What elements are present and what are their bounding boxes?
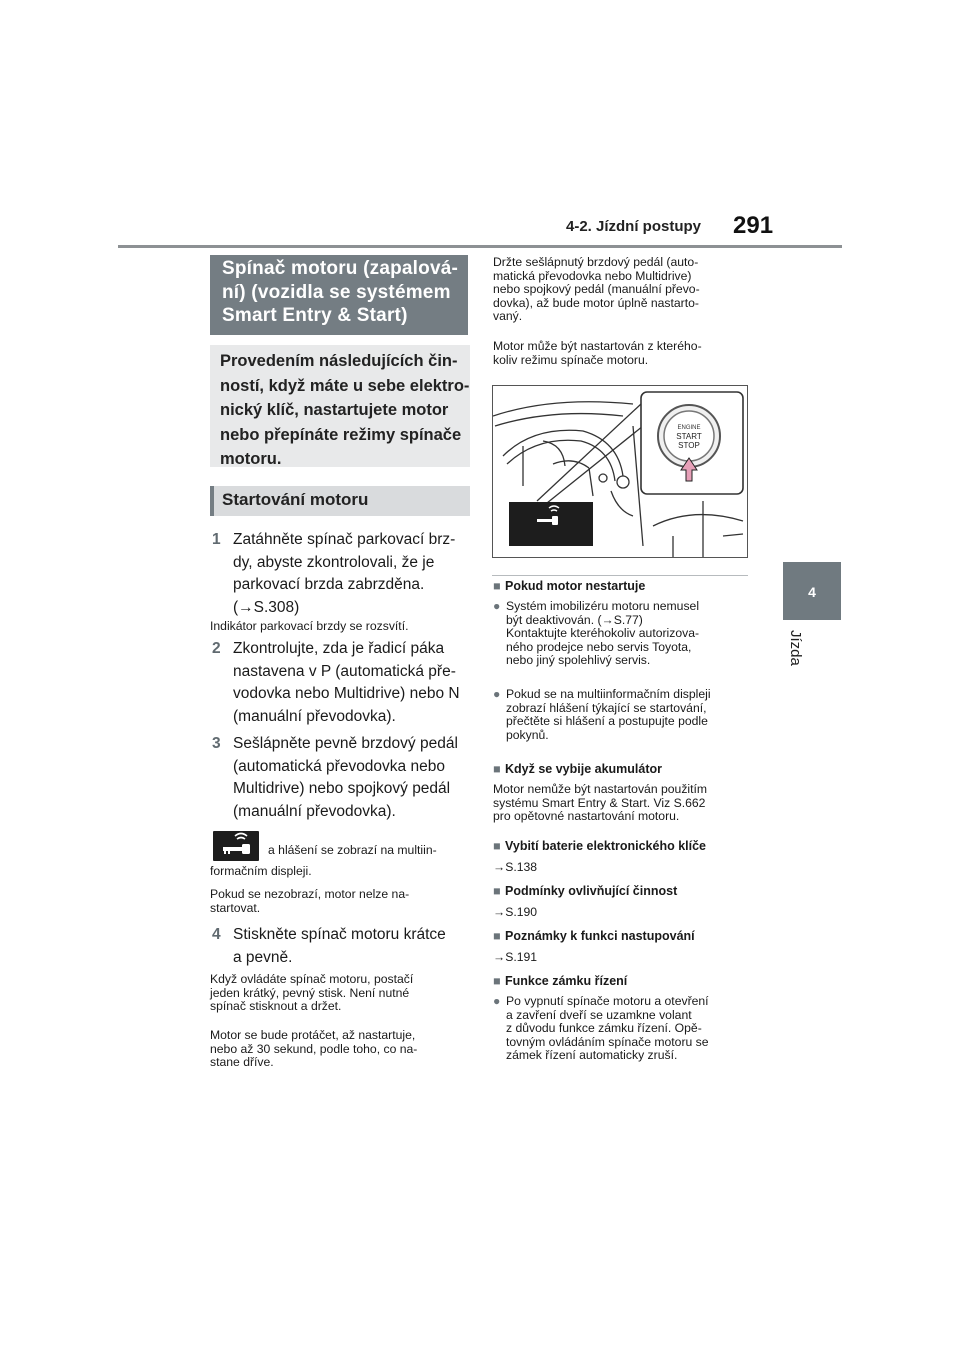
heading-key-battery: ■ Vybití baterie elektronického klíče: [493, 839, 753, 853]
text-line: Motor může být nastartován z kterého-: [493, 339, 702, 353]
note-line: jeden krátký, pevný stisk. Není nutné: [210, 985, 410, 1000]
figure-rule: [492, 575, 748, 576]
step-line: (manuální převodovka).: [233, 802, 396, 820]
step-line: (automatická převodovka nebo: [233, 757, 445, 775]
note-line: spínač stisknout a držet.: [210, 999, 342, 1013]
subheading-bar: [210, 486, 214, 516]
button-label-engine: ENGINE: [677, 425, 701, 431]
text-line: ného prodejce nebo servis Toyota,: [506, 639, 692, 654]
subheading-text: Startování motoru: [222, 490, 369, 509]
text-line: nebo jiný spolehlivý servis.: [506, 653, 651, 667]
step-line: nastavena v P (automatická pře-: [233, 662, 456, 680]
text-line: Držte sešlápnutý brzdový pedál (auto-: [493, 255, 699, 269]
note-short-press: [210, 973, 472, 1014]
step-1: [212, 529, 470, 619]
heading-line: Smart Entry & Start): [222, 305, 408, 326]
note-line: stane dříve.: [210, 1055, 274, 1069]
chapter-number: 4: [808, 584, 816, 600]
icon-note-line1: a hlášení se zobrazí na multiin-: [268, 843, 437, 857]
note-not-shown: [210, 888, 472, 915]
text-line: pro opětovné nastartování motoru.: [493, 809, 680, 823]
step-4: [212, 924, 470, 969]
text-line: Po vypnutí spínače motoru a otevření: [506, 994, 709, 1008]
battery-paragraph: [493, 783, 753, 824]
step-line: Zatáhněte spínač parkovací brz-: [233, 531, 456, 548]
note-line: nebo až 30 sekund, podle toho, co na-: [210, 1041, 418, 1056]
brake-hold-paragraph: [493, 256, 753, 324]
text-line: z důvodu funkce zámku řízení. Opě-: [506, 1021, 702, 1035]
text-line: zobrazí hlášení týkající se startování,: [506, 700, 707, 715]
text-line: a zavření dveří se uzamkne volant: [506, 1007, 692, 1022]
heading-text: Vybití baterie elektronického klíče: [505, 839, 707, 853]
ref-conditions[interactable]: →S.190: [493, 905, 538, 919]
icon-note-line2: formačním displeji.: [210, 864, 312, 878]
step-number: 1: [212, 531, 221, 548]
intro-line: nický klíč, nastartujete motor: [220, 401, 449, 419]
multi-info-display: [509, 502, 593, 546]
note-line: startovat.: [210, 900, 261, 915]
ref-entry-notes[interactable]: →S.191: [493, 950, 538, 964]
text-line: systému Smart Entry & Start. Viz S.662: [493, 795, 706, 810]
note-cranking: [210, 1029, 472, 1070]
text-line: vaný.: [493, 309, 523, 323]
bullet-display-message: ● Pokud se na multiinformačním displeji zobrazí hlášení týkající se startování, přečtěte si hlášení a postupujte podle pokynů.: [493, 688, 755, 742]
heading-battery: ■ Když se vybije akumulátor: [493, 762, 753, 776]
text-line: Kontaktujte kteréhokoliv autorizova-: [506, 626, 700, 640]
step-number: 3: [212, 735, 221, 752]
text-line: tovným ovládáním spínače motoru se: [506, 1034, 709, 1049]
dashboard-illustration: [492, 385, 748, 558]
text-line: zámek řízení automaticky zruší.: [506, 1048, 678, 1062]
any-mode-paragraph: [493, 340, 753, 367]
heading-text: Funkce zámku řízení: [505, 974, 628, 988]
bullet-immobilizer: ● Systém imobilizéru motoru nemusel být deaktivován. (→S.77) Kontaktujte kteréhokoliv autorizova- ného prodejce nebo servis Toyota, nebo jiný spolehlivý servis.: [493, 600, 755, 668]
page-number: 291: [733, 212, 774, 239]
step-number: 4: [212, 926, 221, 943]
step-line: Zkontrolujte, zda je řadicí páka: [233, 640, 445, 657]
heading-entry-notes: ■ Poznámky k funkci nastupování: [493, 929, 753, 943]
step-number: 2: [212, 640, 221, 657]
text-line: být deaktivován. (→S.77): [506, 612, 643, 627]
intro-line: Provedením následujících čin-: [220, 352, 458, 370]
text-line: matická převodovka nebo Multidrive): [493, 268, 692, 283]
chapter-name-vertical: [784, 630, 838, 686]
step-line: (→S.308): [233, 598, 300, 616]
subheading: [210, 486, 470, 516]
button-label-start: START: [676, 432, 702, 441]
section-title: 4-2. Jízdní postupy: [566, 218, 702, 235]
key-indicator-icon: [213, 831, 259, 861]
heading-line: Spínač motoru (zapalová-: [222, 258, 459, 279]
step-line: Sešlápněte pevně brzdový pedál: [233, 735, 458, 752]
step-line: parkovací brzda zabrzděna.: [233, 576, 425, 593]
heading-text: Pokud motor nestartuje: [505, 579, 646, 593]
bullet-steering-lock: ● Po vypnutí spínače motoru a otevření a zavření dveří se uzamkne volant z důvodu funkce zámku řízení. Opě- tovným ovládáním spínače motoru se zámek řízení automaticky zruší.: [493, 995, 755, 1063]
step-line: dy, abyste zkontrolovali, že je: [233, 553, 435, 571]
heading-text: Podmínky ovlivňující činnost: [505, 884, 678, 898]
header-rule: [118, 245, 842, 248]
text-line: nebo spojkový pedál (manuální převo-: [493, 282, 700, 296]
heading-not-start: ■ Pokud motor nestartuje: [493, 579, 753, 593]
step-line: Multidrive) nebo spojkový pedál: [233, 780, 451, 797]
text-line: koliv režimu spínače motoru.: [493, 352, 649, 367]
note-line: Pokud se nezobrazí, motor nelze na-: [210, 887, 410, 901]
button-label-stop: STOP: [678, 441, 700, 450]
heading-text: Když se vybije akumulátor: [505, 762, 663, 776]
text-line: pokynů.: [506, 727, 549, 742]
step-line: vodovka nebo Multidrive) nebo N: [233, 685, 460, 702]
text-line: přečtěte si hlášení a postupujte podle: [506, 714, 708, 728]
step-line: (manuální převodovka).: [233, 707, 396, 725]
note-line: Když ovládáte spínač motoru, postačí: [210, 972, 414, 986]
ref-key-battery[interactable]: →S.138: [493, 860, 538, 874]
heading-line: ní) (vozidla se systémem: [222, 281, 451, 303]
intro-line: nebo přepínáte režimy spínače: [220, 425, 462, 444]
section-heading: [210, 255, 468, 335]
text-line: Motor nemůže být nastartován použitím: [493, 782, 708, 796]
intro-box: [210, 345, 470, 467]
step-2: [212, 638, 470, 728]
chapter-name: Jízda: [787, 630, 804, 666]
dashboard-drawing: [493, 386, 748, 558]
text-line: dovka), až bude motor úplně nastarto-: [493, 295, 699, 310]
intro-line: ností, když máte u sebe elektro-: [220, 376, 470, 395]
text-line: Systém imobilizéru motoru nemusel: [506, 599, 700, 613]
heading-text: Poznámky k funkci nastupování: [505, 929, 695, 943]
note-line: Motor se bude protáčet, až nastartuje,: [210, 1028, 416, 1042]
text-line: Pokud se na multiinformačním displeji: [506, 687, 711, 701]
heading-steering-lock: ■ Funkce zámku řízení: [493, 974, 753, 988]
note-parking-brake: Indikátor parkovací brzdy se rozsvítí.: [210, 619, 409, 633]
step-line: a pevně.: [233, 948, 293, 966]
step-3: [212, 733, 470, 823]
intro-line: motoru.: [220, 450, 282, 468]
step-line: Stiskněte spínač motoru krátce: [233, 926, 446, 943]
heading-conditions: ■ Podmínky ovlivňující činnost: [493, 884, 753, 898]
